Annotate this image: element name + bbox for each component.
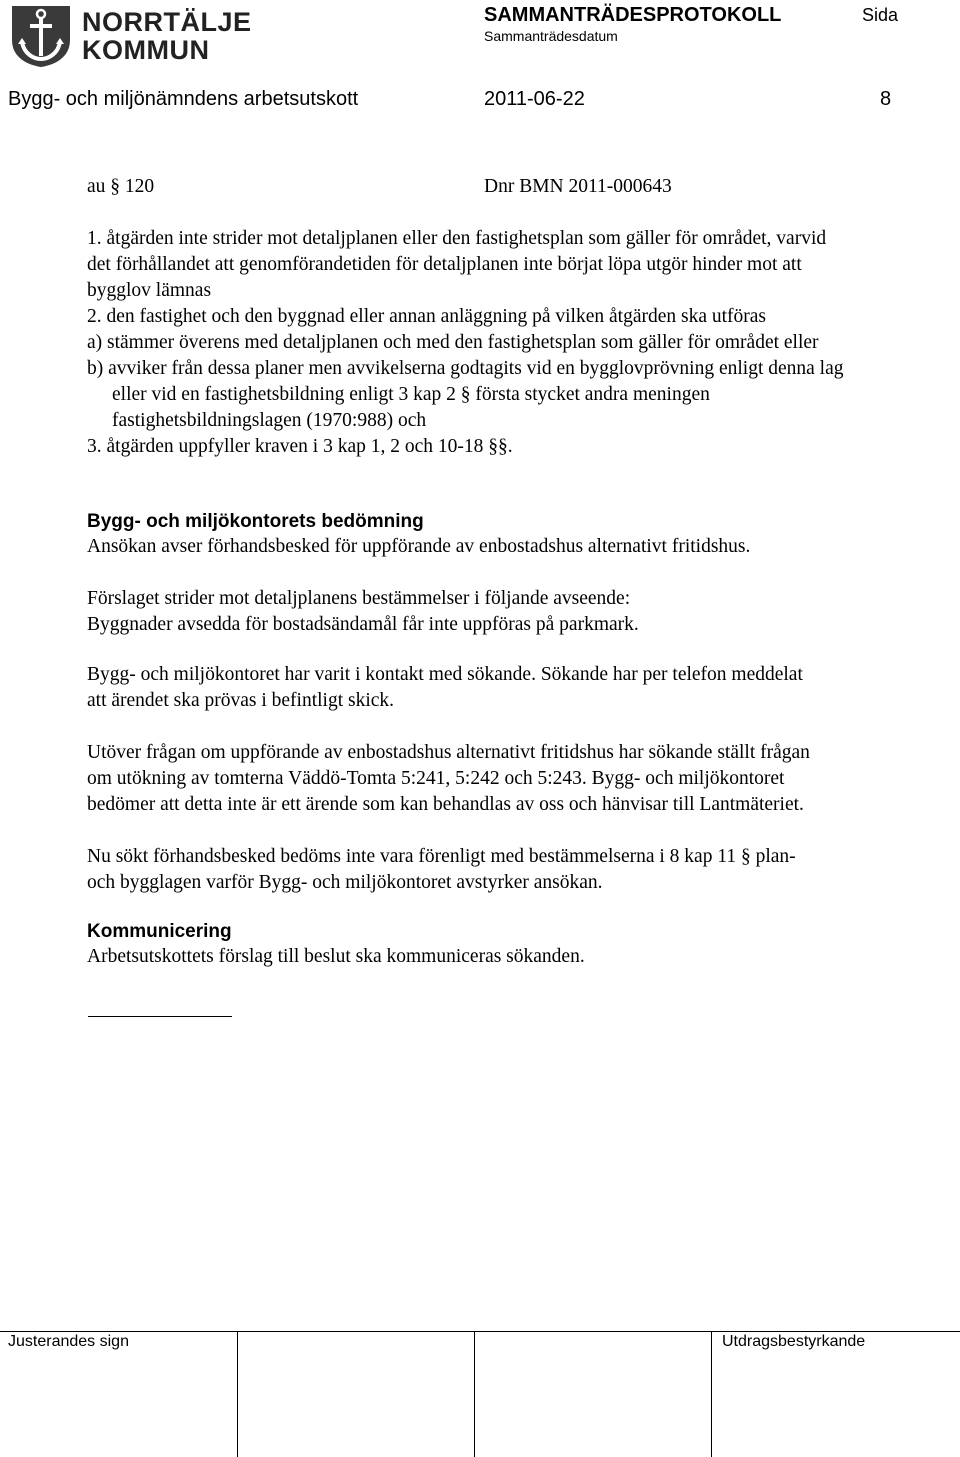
footer-top-rule: [0, 1331, 960, 1332]
text-line: Nu sökt förhandsbesked bedöms inte vara förenligt med bestämmelserna i 8 kap 11 § plan-: [87, 846, 796, 867]
condition-2b-cont: eller vid en fastighetsbildning enligt 3 kap 2 § första stycket andra meningen: [112, 384, 710, 405]
footer-divider: [711, 1331, 712, 1457]
assessment-paragraph-4: [87, 740, 937, 818]
condition-3: [87, 434, 937, 460]
text-line: Bygg- och miljökontoret har varit i kontakt med sökande. Sökande har per telefon meddelat: [87, 664, 803, 685]
condition-1-line: 1. åtgärden inte strider mot detaljplanen eller den fastighetsplan som gäller för området, varvid: [87, 228, 827, 249]
condition-2b: b) avviker från dessa planer men avvikelserna godtagits vid en bygglovprövning enligt denna lag: [87, 358, 844, 379]
end-rule: [88, 1016, 232, 1017]
footer-divider: [474, 1331, 475, 1457]
diary-number: Dnr BMN 2011-000643: [484, 176, 672, 197]
footer-divider: [237, 1331, 238, 1457]
norrtalje-anchor-logo-icon: [8, 2, 74, 68]
condition-2: [87, 304, 937, 434]
condition-2-line: 2. den fastighet och den byggnad eller annan anläggning på vilken åtgärden ska utföras: [87, 306, 767, 327]
page-number: 8: [880, 88, 892, 110]
condition-1-line: bygglov lämnas: [87, 280, 212, 301]
text-line: Utöver frågan om uppförande av enbostadshus alternativt fritidshus har sökande ställt frågan: [87, 742, 810, 763]
text-line: att ärendet ska prövas i befintligt skick.: [87, 690, 395, 711]
text-line: om utökning av tomterna Väddö-Tomta 5:241, 5:242 och 5:243. Bygg- och miljökontoret: [87, 768, 785, 789]
signature-label: Justerandes sign: [8, 1333, 129, 1350]
meeting-date: 2011-06-22: [484, 88, 585, 110]
text-line: Byggnader avsedda för bostadsändamål får inte uppföras på parkmark.: [87, 614, 639, 635]
condition-3-line: 3. åtgärden uppfyller kraven i 3 kap 1, 2 och 10-18 §§.: [87, 436, 513, 457]
assessment-paragraph-2: [87, 586, 937, 638]
logo-line-1: NORRTÄLJE: [82, 7, 252, 37]
text-line: Förslaget strider mot detaljplanens bestämmelser i följande avseende:: [87, 588, 631, 609]
condition-2b-cont: fastighetsbildningslagen (1970:988) och: [112, 410, 427, 431]
communication-heading: Kommunicering: [87, 921, 232, 942]
date-label: Sammanträdesdatum: [484, 28, 618, 44]
text-line: bedömer att detta inte är ett ärende som kan behandlas av oss och hänvisar till Lantmäteriet.: [87, 794, 804, 815]
condition-1: [87, 226, 937, 304]
logo-line-2: KOMMUN: [82, 35, 210, 65]
assessment-heading: Bygg- och miljökontorets bedömning: [87, 511, 424, 532]
assessment-paragraph-5: [87, 844, 937, 896]
assessment-paragraph-3: [87, 662, 937, 714]
paragraph-number: au § 120: [87, 176, 155, 197]
assessment-paragraph-1: [87, 534, 937, 560]
condition-1-line: det förhållandet att genomförandetiden för detaljplanen inte börjat löpa utgör hinder mot att: [87, 254, 802, 275]
protocol-title: SAMMANTRÄDESPROTOKOLL: [484, 4, 782, 26]
text-line: och bygglagen varför Bygg- och miljökontoret avstyrker ansökan.: [87, 872, 603, 893]
communication-text: Arbetsutskottets förslag till beslut ska kommuniceras sökanden.: [87, 946, 585, 967]
text-line: Ansökan avser förhandsbesked för uppförande av enbostadshus alternativt fritidshus.: [87, 536, 751, 557]
committee-name: Bygg- och miljönämndens arbetsutskott: [8, 88, 359, 110]
condition-2a: a) stämmer överens med detaljplanen och med den fastighetsplan som gäller för området eller: [87, 332, 819, 353]
extract-certified-label: Utdragsbestyrkande: [722, 1333, 866, 1350]
sida-label: Sida: [862, 5, 899, 25]
